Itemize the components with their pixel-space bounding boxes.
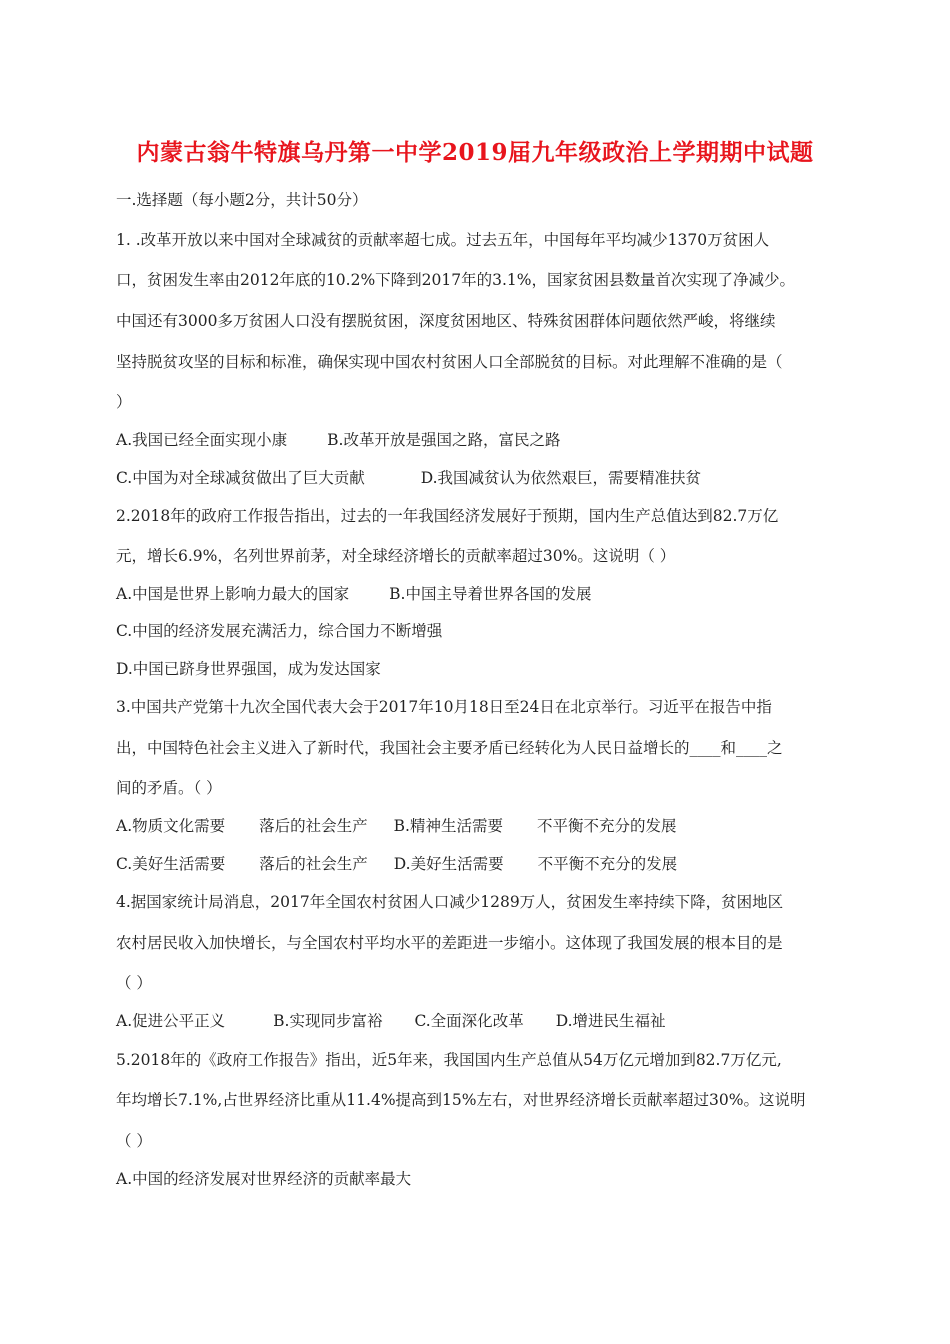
q1-line-2: 口，贫困发生率由2012年底的10.2%下降到2017年的3.1%，国家贫困县数量首次实现了净减少。 — [116, 271, 796, 289]
q3-options-row-1 — [116, 816, 676, 836]
q3-option-b-label: B.精神生活需要 — [393, 817, 503, 835]
q1-options-row-1 — [116, 430, 560, 450]
q3-line-3: 间的矛盾。（ ） — [116, 779, 222, 797]
q1-line-4: 坚持脱贫攻坚的目标和标准，确保实现中国农村贫困人口全部脱贫的目标。对此理解不准确的是（ — [116, 353, 783, 371]
q4-line-1: 4.据国家统计局消息，2017年全国农村贫困人口减少1289万人，贫困发生率持续下降，贫困地区 — [116, 893, 784, 911]
q2-option-c: C.中国的经济发展充满活力，综合国力不断增强 — [116, 622, 443, 640]
q1-option-c: C.中国为对全球减贫做出了巨大贡献 — [116, 469, 365, 487]
document-title: 内蒙古翁牛特旗乌丹第一中学2019届九年级政治上学期期中试题 — [136, 139, 814, 166]
section-heading: 一.选择题（每小题2分，共计50分） — [116, 191, 368, 209]
q1-option-b: B.改革开放是强国之路，富民之路 — [327, 431, 561, 449]
q4-line-3: （ ） — [116, 974, 152, 992]
q5-option-a: A.中国的经济发展对世界经济的贡献率最大 — [116, 1170, 412, 1188]
q2-option-b: B.中国主导着世界各国的发展 — [389, 585, 592, 603]
q2-line-2: 元，增长6.9%，名列世界前茅，对全球经济增长的贡献率超过30%。这说明（ ） — [116, 547, 676, 565]
q1-line-5: ） — [116, 393, 132, 411]
q5-line-3: （ ） — [116, 1132, 152, 1150]
q3-option-a-text: 落后的社会生产 — [259, 817, 368, 835]
q3-option-b-text: 不平衡不充分的发展 — [536, 817, 677, 835]
q3-option-a-label: A.物质文化需要 — [116, 817, 226, 835]
q5-line-2: 年均增长7.1%,占世界经济比重从11.4%提高到15%左右，对世界经济增长贡献率超过30%。这说明 — [116, 1091, 806, 1109]
q4-line-2: 农村居民收入加快增长，与全国农村平均水平的差距进一步缩小。这体现了我国发展的根本目的是 — [116, 934, 783, 952]
q4-options-row — [116, 1011, 666, 1031]
q3-options-row-2 — [116, 854, 677, 874]
q3-option-d-label: D.美好生活需要 — [393, 855, 504, 873]
q1-line-1: 1. .改革开放以来中国对全球减贫的贡献率超七成。过去五年，中国每年平均减少1370万贫困人 — [116, 231, 770, 249]
q2-line-1: 2.2018年的政府工作报告指出，过去的一年我国经济发展好于预期，国内生产总值达到82.7万亿 — [116, 507, 779, 525]
q3-option-d-text: 不平衡不充分的发展 — [537, 855, 678, 873]
q1-line-3: 中国还有3000多万贫困人口没有摆脱贫困，深度贫困地区、特殊贫困群体问题依然严峻，将继续 — [116, 312, 776, 330]
q4-option-b: B.实现同步富裕 — [273, 1012, 383, 1030]
q1-options-row-2 — [116, 468, 701, 488]
q4-option-a: A.促进公平正义 — [116, 1012, 226, 1030]
q5-line-1: 5.2018年的《政府工作报告》指出，近5年来，我国国内生产总值从54万亿元增加到82.7万亿元, — [116, 1051, 782, 1069]
q2-option-d: D.中国已跻身世界强国，成为发达国家 — [116, 660, 381, 678]
q4-option-c: C.全面深化改革 — [414, 1012, 524, 1030]
q3-option-c-label: C.美好生活需要 — [116, 855, 226, 873]
q3-line-1: 3.中国共产党第十九次全国代表大会于2017年10月18日至24日在北京举行。习近平在报告中指 — [116, 698, 772, 716]
q4-option-d: D.增进民生福祉 — [555, 1012, 666, 1030]
q3-option-c-text: 落后的社会生产 — [259, 855, 368, 873]
q2-options-row-1 — [116, 584, 591, 604]
q1-option-a: A.我国已经全面实现小康 — [116, 431, 288, 449]
q2-option-a: A.中国是世界上影响力最大的国家 — [116, 585, 350, 603]
q1-option-d: D.我国减贫认为依然艰巨，需要精准扶贫 — [420, 469, 702, 487]
q3-line-2: 出，中国特色社会主义进入了新时代，我国社会主要矛盾已经转化为人民日益增长的____和____之 — [116, 739, 783, 757]
